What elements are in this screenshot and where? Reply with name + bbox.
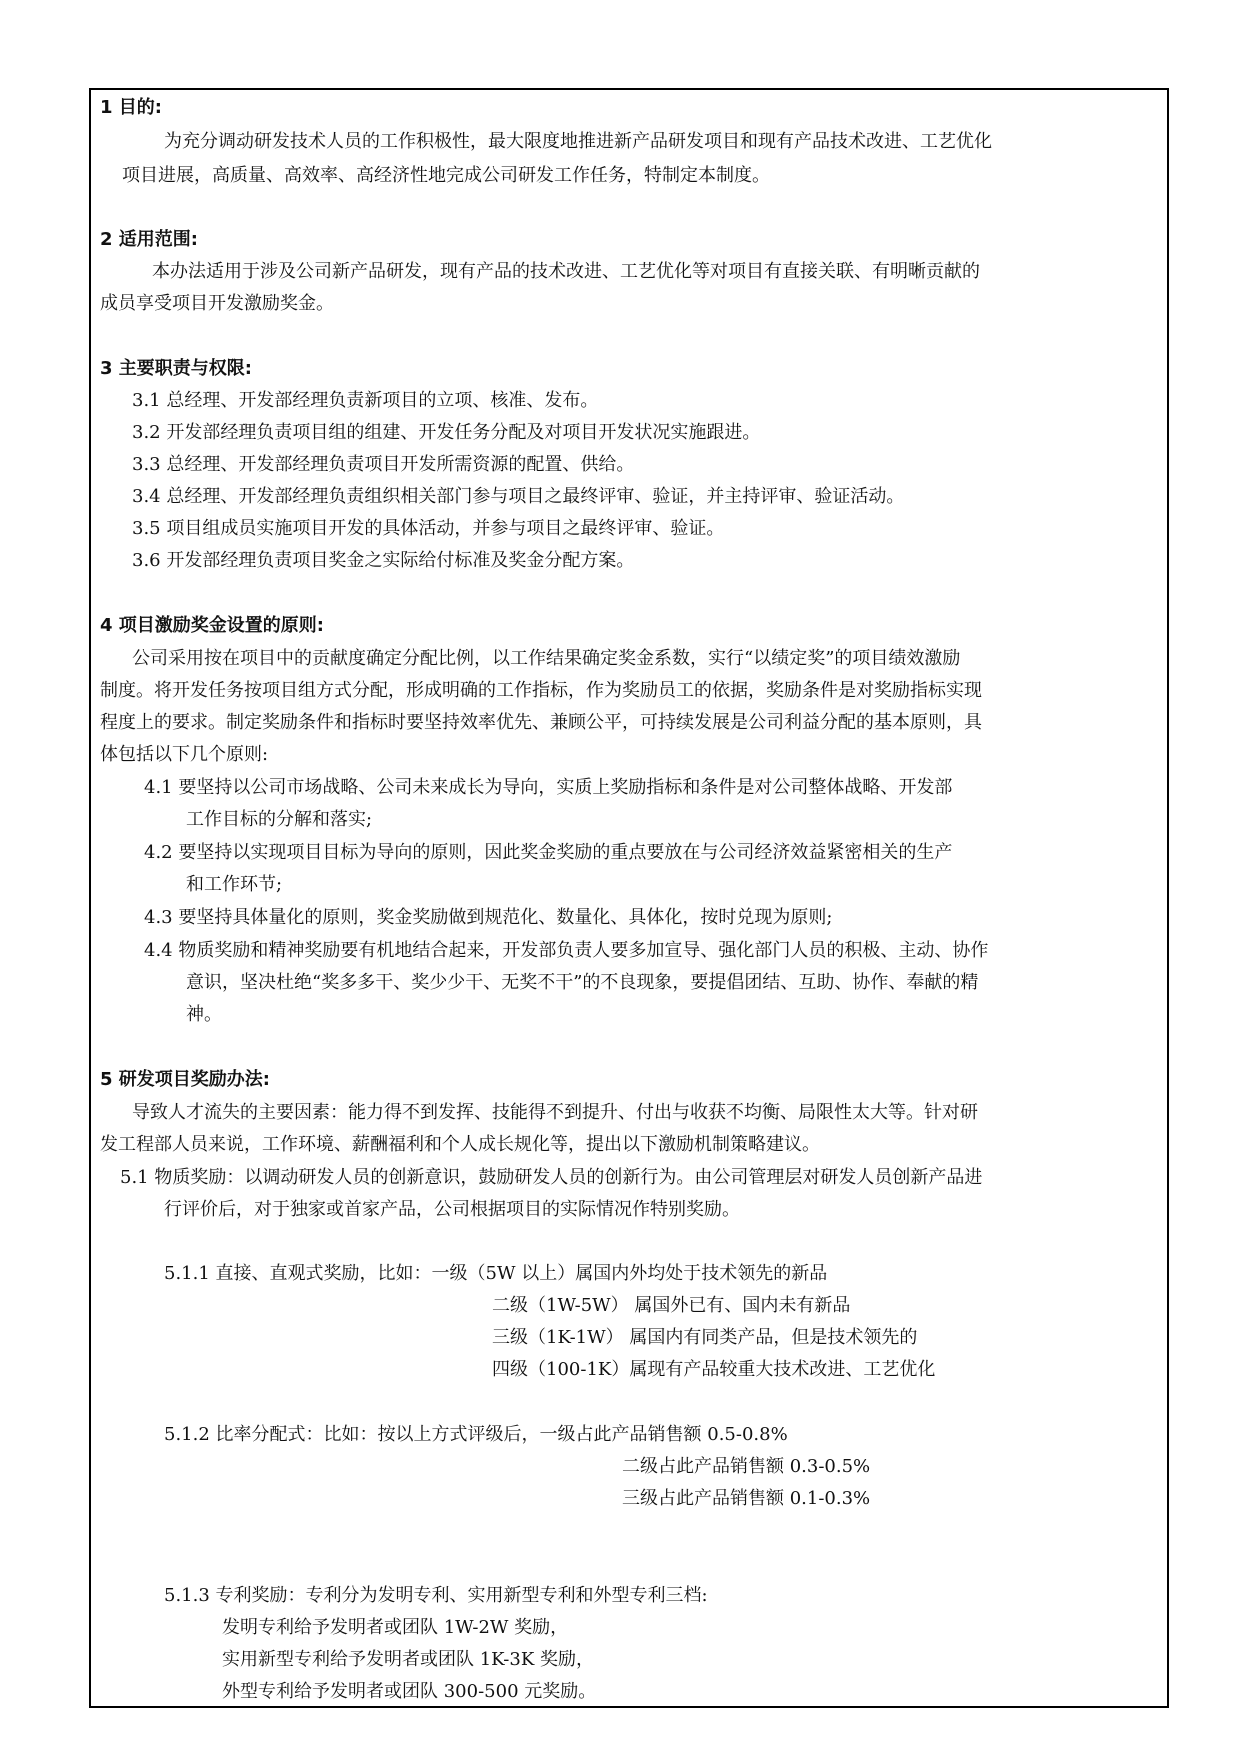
section-3-item-1: 3.1 总经理、开发部经理负责新项目的立项、核准、发布。 [132,390,599,411]
section-1-line-2: 项目进展，高质量、高效率、高经济性地完成公司研发工作任务，特制定本制度。 [122,165,770,186]
section-3-item-5: 3.5 项目组成员实施项目开发的具体活动，并参与项目之最终评审、验证。 [132,518,725,539]
section-2-line-2: 成员享受项目开发激励奖金。 [100,293,334,314]
section-5-1-2-line-2: 二级占此产品销售额 0.3-0.5% [622,1456,871,1477]
section-5-1-line-2: 行评价后，对于独家或首家产品，公司根据项目的实际情况作特别奖励。 [164,1199,740,1220]
section-5-1-3-line-1: 5.1.3 专利奖励：专利分为发明专利、实用新型专利和外型专利三档: [164,1585,708,1606]
section-4-item-1: 4.1 要坚持以公司市场战略、公司未来成长为导向，实质上奖励指标和条件是对公司整体战略、开发部 [144,777,953,798]
section-5-1-3-line-3: 实用新型专利给予发明者或团队 1K-3K 奖励， [222,1649,595,1670]
section-3-item-6: 3.6 开发部经理负责项目奖金之实际给付标准及奖金分配方案。 [132,550,635,571]
section-2-heading: 2 适用范围: [100,229,198,250]
section-5-heading: 5 研发项目奖励办法: [100,1069,270,1090]
section-3-item-2: 3.2 开发部经理负责项目组的组建、开发任务分配及对项目开发状况实施跟进。 [132,422,761,443]
section-1-line-1: 为充分调动研发技术人员的工作积极性，最大限度地推进新产品研发项目和现有产品技术改进、工艺优化 [164,131,992,152]
section-4-para-line-1: 公司采用按在项目中的贡献度确定分配比例，以工作结果确定奖金系数，实行“以绩定奖”的项目绩效激励 [132,648,961,669]
section-5-1-1-tier-2: 二级（1W-5W） 属国外已有、国内未有新品 [492,1295,851,1316]
section-5-1-3-line-2: 发明专利给予发明者或团队 1W-2W 奖励， [222,1617,569,1638]
section-3-item-3: 3.3 总经理、开发部经理负责项目开发所需资源的配置、供给。 [132,454,635,475]
section-4-para-line-4: 体包括以下几个原则: [100,744,269,765]
section-5-1-line-1: 5.1 物质奖励：以调动研发人员的创新意识，鼓励研发人员的创新行为。由公司管理层对研发人员创新产品进 [120,1167,983,1188]
section-5-1-1-tier-1: 5.1.1 直接、直观式奖励，比如：一级（5W 以上）属国内外均处于技术领先的新品 [164,1263,828,1284]
section-4-item-2-cont: 和工作环节; [186,874,283,895]
section-5-1-2-line-3: 三级占此产品销售额 0.1-0.3% [622,1488,871,1509]
section-4-item-4: 4.4 物质奖励和精神奖励要有机地结合起来，开发部负责人要多加宣导、强化部门人员的积极、主动、协作 [144,940,989,961]
section-5-1-2-line-1: 5.1.2 比率分配式：比如：按以上方式评级后，一级占此产品销售额 0.5-0.8% [164,1424,788,1445]
section-4-para-line-2: 制度。将开发任务按项目组方式分配，形成明确的工作指标，作为奖励员工的依据，奖励条件是对奖励指标实现 [100,680,982,701]
section-4-item-4-cont-2: 神。 [186,1004,222,1025]
section-3-heading: 3 主要职责与权限: [100,358,252,379]
section-5-para-line-2: 发工程部人员来说，工作环境、薪酬福利和个人成长规化等，提出以下激励机制策略建议。 [100,1134,820,1155]
section-4-item-4-cont-1: 意识，坚决杜绝“奖多多干、奖少少干、无奖不干”的不良现象，要提倡团结、互助、协作、奉献的精 [186,972,979,993]
section-5-1-1-tier-3: 三级（1K-1W） 属国内有同类产品，但是技术领先的 [492,1327,918,1348]
section-5-1-1-tier-4: 四级（100-1K）属现有产品较重大技术改进、工艺优化 [492,1359,936,1380]
section-4-item-3: 4.3 要坚持具体量化的原则，奖金奖励做到规范化、数量化、具体化，按时兑现为原则; [144,907,833,928]
section-5-1-3-line-4: 外型专利给予发明者或团队 300-500 元奖励。 [222,1681,597,1702]
section-4-item-1-cont: 工作目标的分解和落实; [186,809,373,830]
section-1-heading: 1 目的: [100,97,162,118]
section-4-heading: 4 项目激励奖金设置的原则: [100,615,324,636]
section-2-line-1: 本办法适用于涉及公司新产品研发，现有产品的技术改进、工艺优化等对项目有直接关联、有明晰贡献的 [152,261,980,282]
section-4-item-2: 4.2 要坚持以实现项目目标为导向的原则，因此奖金奖励的重点要放在与公司经济效益紧密相关的生产 [144,842,953,863]
section-3-item-4: 3.4 总经理、开发部经理负责组织相关部门参与项目之最终评审、验证，并主持评审、验证活动。 [132,486,905,507]
section-5-para-line-1: 导致人才流失的主要因素：能力得不到发挥、技能得不到提升、付出与收获不均衡、局限性太大等。针对研 [132,1102,978,1123]
section-4-para-line-3: 程度上的要求。制定奖励条件和指标时要坚持效率优先、兼顾公平，可持续发展是公司利益分配的基本原则，具 [100,712,982,733]
